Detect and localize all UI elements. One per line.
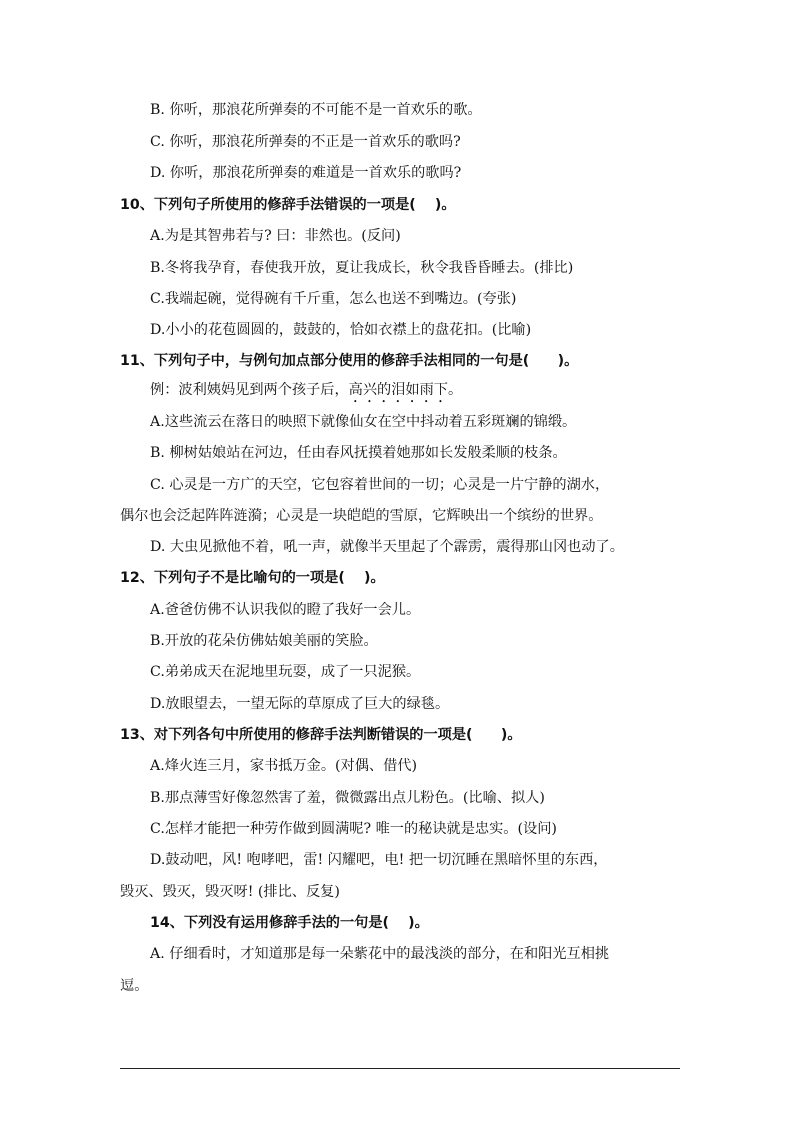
question-13: 13、对下列各句中所使用的修辞手法判断错误的一项是( )。 bbox=[120, 727, 522, 743]
q10-option-b: B.冬将我孕育，春使我开放，夏让我成长，秋令我昏昏睡去。(排比) bbox=[150, 260, 574, 276]
option-b-line: B. 你听，那浪花所弹奏的不可能不是一首欢乐的歌。 bbox=[150, 102, 482, 118]
q12-option-a: A.爸爸仿佛不认识我似的瞪了我好一会儿。 bbox=[150, 602, 421, 618]
question-11: 11、下列句子中，与例句加点部分使用的修辞手法相同的一句是( )。 bbox=[120, 353, 579, 369]
q11-option-d: D. 大虫见掀他不着，吼一声，就像半天里起了个霹雳，震得那山冈也动了。 bbox=[150, 539, 624, 555]
q13-option-c: C.怎样才能把一种劳作做到圆满呢? 唯一的秘诀就是忠实。(设问) bbox=[150, 821, 557, 837]
q12-option-c: C.弟弟成天在泥地里玩耍，成了一只泥猴。 bbox=[150, 664, 421, 680]
q11-example bbox=[150, 380, 462, 406]
q11-option-b: B. 柳树姑娘站在河边，任由春风抚摸着她那如长发般柔顺的枝条。 bbox=[150, 445, 567, 461]
option-d-line: D. 你听，那浪花所弹奏的难道是一首欢乐的歌吗? bbox=[150, 165, 462, 181]
q11-example-dotted: 高兴的泪如雨下 bbox=[348, 382, 448, 398]
question-12: 12、下列句子不是比喻句的一项是( )。 bbox=[120, 570, 385, 586]
q13-option-d-line2: 毁灭、毁灭，毁灭呀! (排比、反复) bbox=[120, 884, 340, 900]
q11-example-suffix: 。 bbox=[447, 382, 463, 398]
question-10: 10、下列句子所使用的修辞手法错误的一项是( )。 bbox=[120, 197, 456, 213]
q14-option-a-line1: A. 仔细看时，才知道那是每一朵紫花中的最浅淡的部分，在和阳光互相挑 bbox=[150, 946, 610, 962]
question-14: 14、下列没有运用修辞手法的一句是( )。 bbox=[150, 915, 429, 931]
q10-option-d: D.小小的花苞圆圆的，鼓鼓的，恰如衣襟上的盘花扣。(比喻) bbox=[150, 322, 532, 338]
q13-option-b: B.那点薄雪好像忽然害了羞，微微露出点儿粉色。(比喻、拟人) bbox=[150, 790, 545, 806]
q10-option-c: C.我端起碗，觉得碗有千斤重，怎么也送不到嘴边。(夸张) bbox=[150, 291, 517, 307]
footer-rule bbox=[120, 1068, 680, 1069]
q11-option-a: A.这些流云在落日的映照下就像仙女在空中抖动着五彩斑斓的锦缎。 bbox=[150, 414, 577, 430]
q13-option-d-line1: D.鼓动吧，风! 咆哮吧，雷! 闪耀吧，电! 把一切沉睡在黑暗怀里的东西， bbox=[150, 852, 608, 868]
q11-option-c-line1: C. 心灵是一方广的天空，它包容着世间的一切；心灵是一片宁静的湖水， bbox=[150, 477, 610, 493]
q11-example-prefix: 例：波利姨妈见到两个孩子后， bbox=[150, 382, 349, 398]
q13-option-a: A.烽火连三月，家书抵万金。(对偶、借代) bbox=[150, 758, 418, 774]
q12-option-b: B.开放的花朵仿佛姑娘美丽的笑脸。 bbox=[150, 633, 378, 649]
option-c-line: C. 你听，那浪花所弹奏的不正是一首欢乐的歌吗? bbox=[150, 134, 461, 150]
q14-option-a-line2: 逗。 bbox=[120, 978, 149, 994]
q11-option-c-line2: 偶尔也会泛起阵阵涟漪；心灵是一块皑皑的雪原，它辉映出一个缤纷的世界。 bbox=[120, 508, 603, 524]
q10-option-a: A.为是其智弗若与? 曰：非然也。(反问) bbox=[150, 228, 401, 244]
q12-option-d: D.放眼望去，一望无际的草原成了巨大的绿毯。 bbox=[150, 696, 450, 712]
